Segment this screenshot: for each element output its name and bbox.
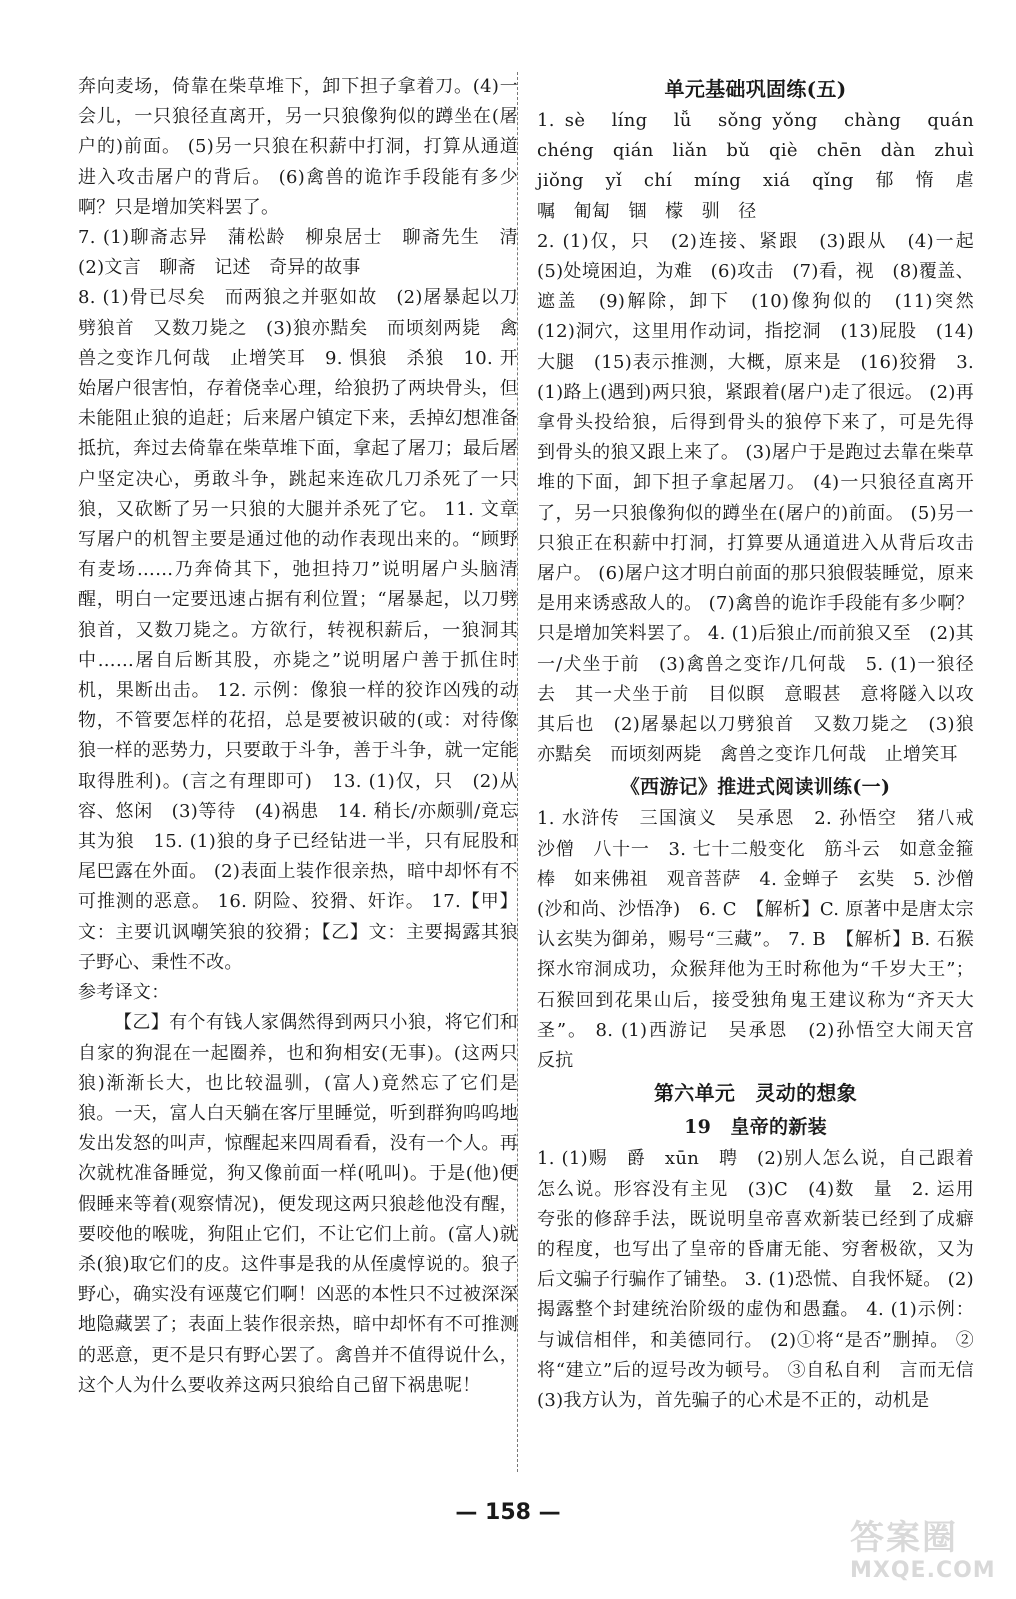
- unit-title: 第六单元 灵动的想象: [654, 1081, 857, 1106]
- lesson-title: 19 皇帝的新装: [684, 1116, 827, 1139]
- watermark-text: 答案圈: [850, 1518, 958, 1558]
- paragraph: 8. (1)骨已尽矣 而两狼之并驱如故 (2)屠暴起以刀劈狼首 又数刀毙之 (3)狼亦黠矣 而顷刻两毙 禽兽之变诈几何哉 止增笑耳 9. 惧狼 杀狼 10. 开始屠户很害怕，存着侥幸心理，给狼扔了两块骨头，但未能阻止狼的追赶；后来屠户镇定下来，丢掉幻想准备抵抗，奔过去倚靠在柴草堆下面，拿起了屠刀；最后屠户坚定决心，勇敢斗争，跳起来连砍几刀杀死了一只狼，又砍断了另一只狼的大腿并杀死了它。 11. 文章写屠户的机智主要是通过他的动作表现出来的。“顾野有麦场……乃奔倚其下，弛担持刀”说明屠户头脑清醒，明白一定要迅速占据有利位置；“屠暴起，以刀劈狼首，又数刀毙之。方欲行，转视积薪后，一狼洞其中……屠自后断其股，亦毙之”说明屠户善于抓住时机，果断出击。 12. 示例：像狼一样的狡诈凶残的动物，不管要怎样的花招，总是要被识破的(或：对待像狼一样的恶势力，只要敢于斗争，善于斗争，就一定能取得胜利)。(言之有理即可) 13. (1)仅，只 (2)从容、悠闲 (3)等待 (4)祸患 14. 稍长/亦颇驯/竟忘其为狼 15. (1)狼的身子已经钻进一半，只有屁股和尾巴露在外面。 (2)表面上装作很亲热，暗中却怀有不可推测的恶意。 16. 阴险、狡猾、奸诈。 17.【甲】文：主要讥讽嘲笑狼的狡猾；【乙】文：主要揭露其狼子野心、秉性不改。: [78, 287, 518, 973]
- page-number: — 158 —: [455, 1500, 561, 1525]
- reference-translation: 【乙】有个有钱人家偶然得到两只小狼，将它们和自家的狗混在一起圈养，也和狗相安(无事)。(这两只狼)渐渐长大，也比较温驯，(富人)竟然忘了它们是狼。一天，富人白天躺在客厅里睡觉，听到群狗呜呜地发出发怒的叫声，惊醒起来四周看看，没有一个人。再次就枕准备睡觉，狗又像前面一样(吼叫)。于是(他)便假睡来等着(观察情况)，便发现这两只狼趁他没有醒，要咬他的喉咙，狗阻止它们，不让它们上前。(富人)就杀(狼)取它们的皮。这件事是我的从侄虞惇说的。狼子野心，确实没有诬蔑它们啊！凶恶的本性只不过被深深地隐藏罢了；表面上装作很亲热，暗中却怀有不可推测的恶意，更不是只有野心罢了。禽兽并不值得说什么，这个人为什么要收养这两只狼给自己留下祸患呢！: [78, 1012, 518, 1396]
- watermark-logo: [850, 1518, 996, 1590]
- reference-translation-label: 参考译文：: [78, 982, 170, 1004]
- paragraph: 7. (1)聊斋志异 蒲松龄 柳泉居士 聊斋先生 清 (2)文言 聊斋 记述 奇异的故事: [78, 227, 537, 279]
- right-column: [537, 72, 993, 1416]
- paragraph: 1. sè líng lǚ sǒng yǒng chàng quán chéng qián liǎn bǔ qiè chēn dàn zhuì jiǒng yǐ chí míng xiá qǐng 郁 惰 虐 嘱 匍匐 锢 檬 驯 径: [537, 110, 993, 222]
- paragraph: 奔向麦场，倚靠在柴草堆下，卸下担子拿着刀。(4)一会儿，一只狼径直离开，另一只狼像狗似的蹲坐在(屠户的)前面。 (5)另一只狼在积薪中打洞，打算从通道进入攻击屠户的背后。 (6)禽兽的诡诈手段能有多少啊？只是增加笑料罢了。: [78, 76, 518, 218]
- column-divider: [517, 72, 518, 1472]
- section-title: 《西游记》推进式阅读训练(一): [620, 776, 891, 799]
- paragraph: 2. (1)仅，只 (2)连接、紧跟 (3)跟从 (4)一起 (5)处境困迫，为难 (6)攻击 (7)看，视 (8)覆盖、遮盖 (9)解除，卸下 (10)像狗似的 (11)突然 (12)洞穴，这里用作动词，指挖洞 (13)屁股 (14)大腿 (15)表示推测，大概，原来是 (16)狡猾 3. (1)路上(遇到)两只狼，紧跟着(屠户)走了很远。 (2)再拿骨头投给狼，后得到骨头的狼停下来了，可是先得到骨头的狼又跟上来了。 (3)屠户于是跑过去靠在柴草堆的下面，卸下担子拿起屠刀。 (4)一只狼径直离开了，另一只狼像狗似的蹲坐在(屠户的)前面。 (5)另一只狼正在积薪中打洞，打算要从通道进入从背后攻击屠户。 (6)屠户这才明白前面的那只狼假装睡觉，原来是用来诱惑敌人的。 (7)禽兽的诡诈手段能有多少啊？只是增加笑料罢了。 4. (1)后狼止/而前狼又至 (2)其一/犬坐于前 (3)禽兽之变诈/几何哉 5. (1)一狼径去 其一犬坐于前 目似瞑 意暇甚 意将隧入以攻其后也 (2)屠暴起以刀劈狼首 又数刀毙之 (3)狼亦黠矣 而顷刻两毙 禽兽之变诈几何哉 止增笑耳: [537, 230, 993, 766]
- watermark-url: MXQE.COM: [850, 1558, 996, 1583]
- paragraph: 1. (1)赐 爵 xūn 聘 (2)别人怎么说，自己跟着怎么说。形容没有主见 (3)C (4)数 量 2. 运用夸张的修辞手法，既说明皇帝喜欢新装已经到了成癖的程度，也写出了皇帝的昏庸无能、穷奢极欲，又为后文骗子行骗作了铺垫。 3. (1)恐慌、自我怀疑。 (2)揭露整个封建统治阶级的虚伪和愚蠢。 4. (1)示例：与诚信相伴，和美德同行。 (2)①将“是否”删掉。 ②将“建立”后的逗号改为顿号。 ③自私自利 言而无信 (3)我方认为，首先骗子的心术是不正的，动机是: [537, 1148, 993, 1411]
- paragraph: 1. 水浒传 三国演义 吴承恩 2. 孙悟空 猪八戒 沙僧 八十一 3. 七十二般变化 筋斗云 如意金箍棒 如来佛祖 观音菩萨 4. 金蝉子 玄奘 5. 沙僧(沙和尚、沙悟净) 6. C 【解析】C. 原著中是唐太宗认玄奘为御弟，赐号“三藏”。 7. B 【解析】B. 石猴探水帘洞成功，众猴拜他为王时称他为“千岁大王”；石猴回到花果山后，接受独角鬼王建议称为“齐天大圣”。 8. (1)西游记 吴承恩 (2)孙悟空大闹天宫 反抗: [537, 808, 993, 1072]
- section-title: 单元基础巩固练(五): [664, 77, 847, 101]
- left-column: [78, 72, 537, 1401]
